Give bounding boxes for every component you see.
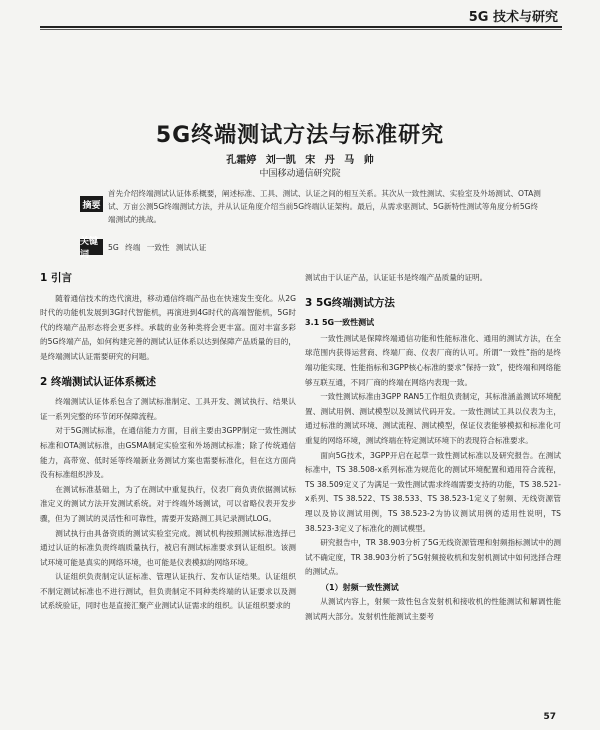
paragraph: 一致性测试标准由3GPP RAN5工作组负责制定，其标准涵盖测试环境配置、测试用例、测试模型以及测试代码开发。一致性测试工具以仪表为主，通过标准的测试环境、测试流程、测试模型，保证仪表能够模拟和标准化可重复的网络环境，测试终端在特定测试环境下的表现符合标准要求。 <box>305 392 561 445</box>
keywords-label: 关键词 <box>80 239 103 255</box>
section-tag: 5G 技术与研究 <box>468 10 558 25</box>
page-number: 57 <box>543 712 556 722</box>
subsection-heading: （1）射频一致性测试 <box>321 582 399 592</box>
paragraph: 认证组织负责制定认证标准、管理认证执行、发布认证结果。认证组织不制定测试标准也不进行测试，但负责制定不同种类终端的认证要求以及测试系统验证，同时也是直接汇聚产业测试认证需求的组织。认证组织要求的 <box>40 572 296 611</box>
section-2-heading: 2 终端测试认证体系概述 <box>40 375 156 388</box>
affiliation: 中国移动通信研究院 <box>259 169 341 179</box>
paragraph: 面向5G技术，3GPP开启在起草一致性测试标准以及研究报告。在测试标准中，TS 38.508-x系列标准为规范化的测试环境配置和通用符合流程，TS 38.509定义了为满足一致性测试需求终端需要支持的功能，TS 38.521-x系列、TS 38.522、TS 38.533、TS 38.523-1定义了射频、无线资源管理以及协议测试用例，TS 38.523-2为协议测试用例的适用性说明，TS 38.523-3定义了标准化的测试模型。 <box>305 450 561 533</box>
paragraph: 终端测试认证体系包含了测试标准制定、工具开发、测试执行、结果认证一系列完整的环节闭环保障流程。 <box>40 397 296 421</box>
paragraph: 一致性测试是保障终端通信功能和性能标准化、通用的测试方法，在全球范围内获得运营商、终端厂商、仪表厂商的认可。所谓“一致性”指的是终端功能实现、性能指标和3GPP核心标准的要求“保持一致”，使终端和网络能够互联互通，不同厂商的终端在网络内表现一致。 <box>305 333 561 387</box>
header-rule <box>40 26 562 28</box>
paragraph: 随着通信技术的迭代演进，移动通信终端产品也在快速发生变化。从2G时代的功能机发展到3G时代智能机，再演进到4G时代的高端智能机，5G时代的终端产品形态将会更多样。承载的业务种类将会更丰富。面对丰富多彩的5G终端产品，如何构建完善的测试认证体系以达到保障产品质量的目的，是终端测试认证需要研究的问题。 <box>40 293 296 361</box>
paper-title: 5G终端测试方法与标准研究 <box>155 123 445 148</box>
abstract-text: 首先介绍终端测试认证体系概要，阐述标准、工具、测试、认证之间的相互关系。其次从一致性测试、实验室及外场测试、OTA测试、万亩公测5G终端测试方法，并从认证角度介绍当前5G终端认证架构。最后，从需求驱测试、5G新特性测试等角度分析5G终端测试的挑战。 <box>108 189 541 224</box>
paragraph: 在测试标准基础上，为了在测试中重复执行，仪表厂商负责依据测试标准定义的测试方法开发测试系统。对于终端外场测试，可以省略仪表开发步骤，但为了测试的灵活性和可靠性，需要开发路测工具记录测试LOG。 <box>40 484 296 523</box>
paragraph: 测试由于认证产品，认证证书是终端产品质量的证明。 <box>305 273 488 282</box>
paragraph: 测试执行由具备资质的测试实验室完成。测试机构按照测试标准选择已通过认证的标准负责终端质量执行，被启有测试标准要求到认证组织。该测试环境可能是真实的网络环境，也可能是仪表模拟的网络环境。 <box>40 528 296 567</box>
right-column <box>305 271 561 625</box>
left-column <box>40 271 296 614</box>
paragraph: 对于5G测试标准，在通信能力方面，目前主要由3GPP制定一致性测试标准和OTA测试标准，由GSMA制定实验室和外场测试标准；除了传统通信能力，高带宽、低时延等终端新业务测试方案也需要标准化，但在这方面尚没有标准组织涉及。 <box>40 426 296 480</box>
header-rule-thin <box>40 29 562 30</box>
section-3-heading: 3 5G终端测试方法 <box>305 296 395 309</box>
author-list: 孔霜婷 刘一凯 宋 丹 马 帅 <box>226 155 374 166</box>
abstract-label: 摘要 <box>80 196 103 212</box>
section-1-heading: 1 引言 <box>40 272 72 284</box>
paragraph: 从测试内容上，射频一致性包含发射机和接收机的性能测试和解调性能测试两大部分。发射机性能测试主要考 <box>305 597 561 622</box>
section-3-1-heading: 3.1 5G一致性测试 <box>305 318 375 328</box>
paragraph: 研究报告中，TR 38.903分析了5G无线资源管理和射频指标测试中的测试不确定度，TR 38.903分析了5G射频接收机和发射机测试中如何选择合理的测试点。 <box>305 538 561 577</box>
keywords-text: 5G 终端 一致性 测试认证 <box>108 243 207 252</box>
